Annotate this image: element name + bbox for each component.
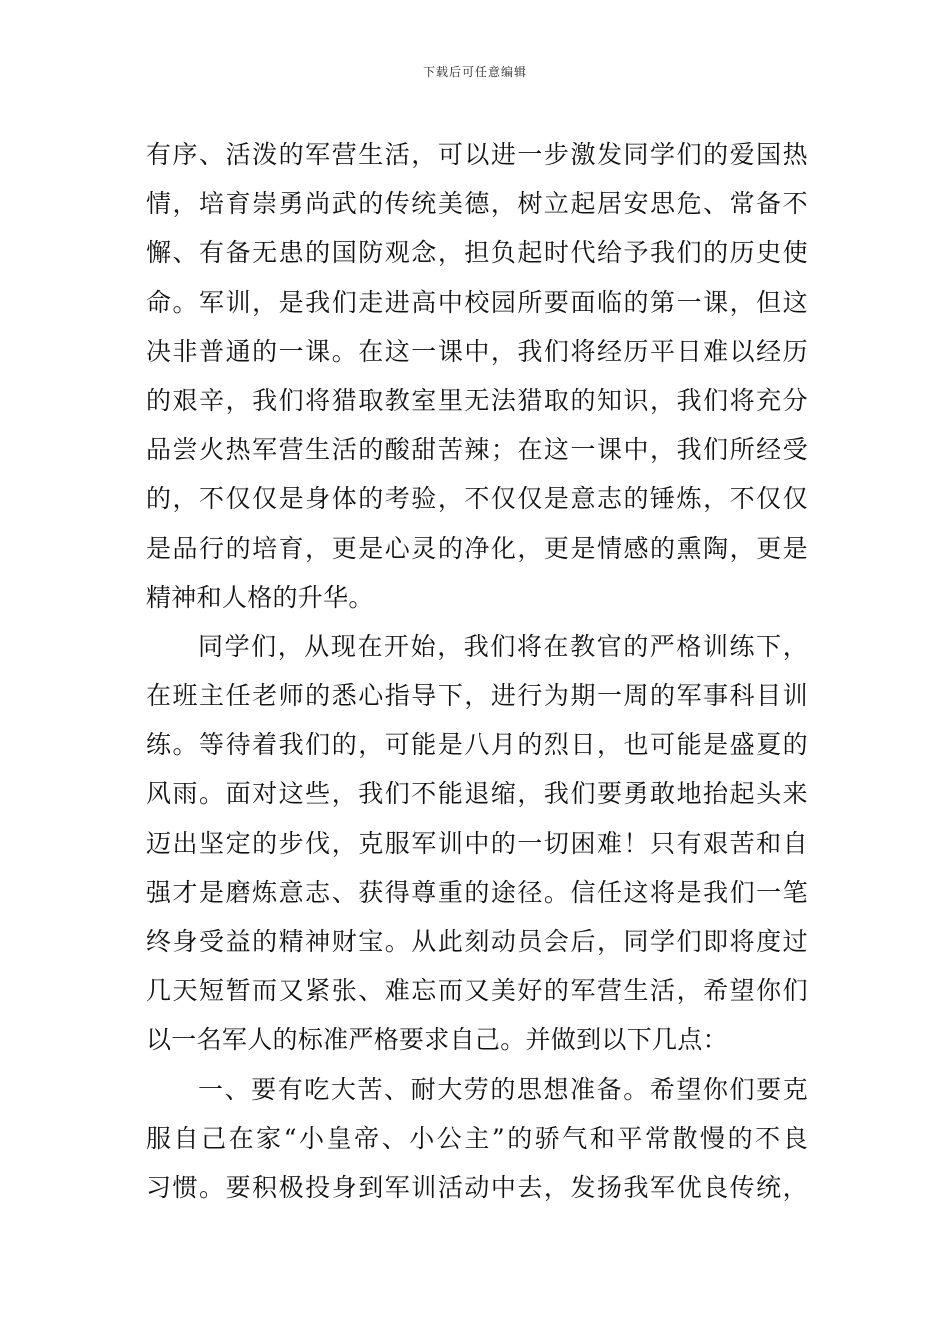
text-line: 在班主任老师的悉心指导下，进行为期一周的军事科目训 (146, 681, 808, 711)
text-line: 服自己在家“小皇帝、小公主”的骄气和平常散慢的不良 (146, 1123, 808, 1153)
text-line: 懈、有备无患的国防观念，担负起时代给予我们的历史使 (146, 238, 808, 268)
text-line: 决非普通的一课。在这一课中，我们将经历平日难以经历 (146, 336, 808, 366)
text-line: 品尝火热军营生活的酸甜苦辣；在这一课中，我们所经受 (146, 435, 808, 465)
paragraph-3 (146, 1065, 808, 1213)
paragraph-2 (146, 622, 808, 1065)
text-line: 精神和人格的升华。 (146, 582, 374, 612)
text-line: 同学们，从现在开始，我们将在教官的严格训练下， (198, 631, 808, 661)
text-line: 命。军训，是我们走进高中校园所要面临的第一课，但这 (146, 287, 808, 317)
text-line: 的，不仅仅是身体的考验，不仅仅是意志的锤炼，不仅仅 (146, 484, 808, 514)
text-line: 有序、活泼的军营生活，可以进一步激发同学们的爱国热 (146, 140, 808, 169)
text-line: 的艰辛，我们将猎取教室里无法猎取的知识，我们将充分 (146, 385, 808, 415)
text-line: 是品行的培育，更是心灵的净化，更是情感的熏陶，更是 (146, 533, 808, 563)
text-line: 练。等待着我们的，可能是八月的烈日，也可能是盛夏的 (146, 730, 808, 760)
text-line: 以一名军人的标准严格要求自己。并做到以下几点： (146, 1025, 728, 1055)
document-body (146, 130, 808, 1212)
text-line: 强才是磨炼意志、获得尊重的途径。信任这将是我们一笔 (146, 877, 808, 907)
text-line: 终身受益的精神财宝。从此刻动员会后，同学们即将度过 (146, 927, 808, 956)
text-line: 一、要有吃大苦、耐大劳的思想准备。希望你们要克 (198, 1074, 808, 1104)
paragraph-1 (146, 130, 808, 622)
page-header: 下载后可任意编辑 (422, 65, 527, 79)
text-line: 风雨。面对这些，我们不能退缩，我们要勇敢地抬起头来 (146, 779, 808, 809)
text-line: 习惯。要积极投身到军训活动中去，发扬我军优良传统， (146, 1172, 808, 1202)
text-line: 情，培育崇勇尚武的传统美德，树立起居安思危、常备不 (146, 189, 808, 219)
text-line: 几天短暂而又紧张、难忘而又美好的军营生活，希望你们 (146, 976, 808, 1006)
text-line: 迈出坚定的步伐，克服军训中的一切困难！只有艰苦和自 (146, 828, 808, 858)
